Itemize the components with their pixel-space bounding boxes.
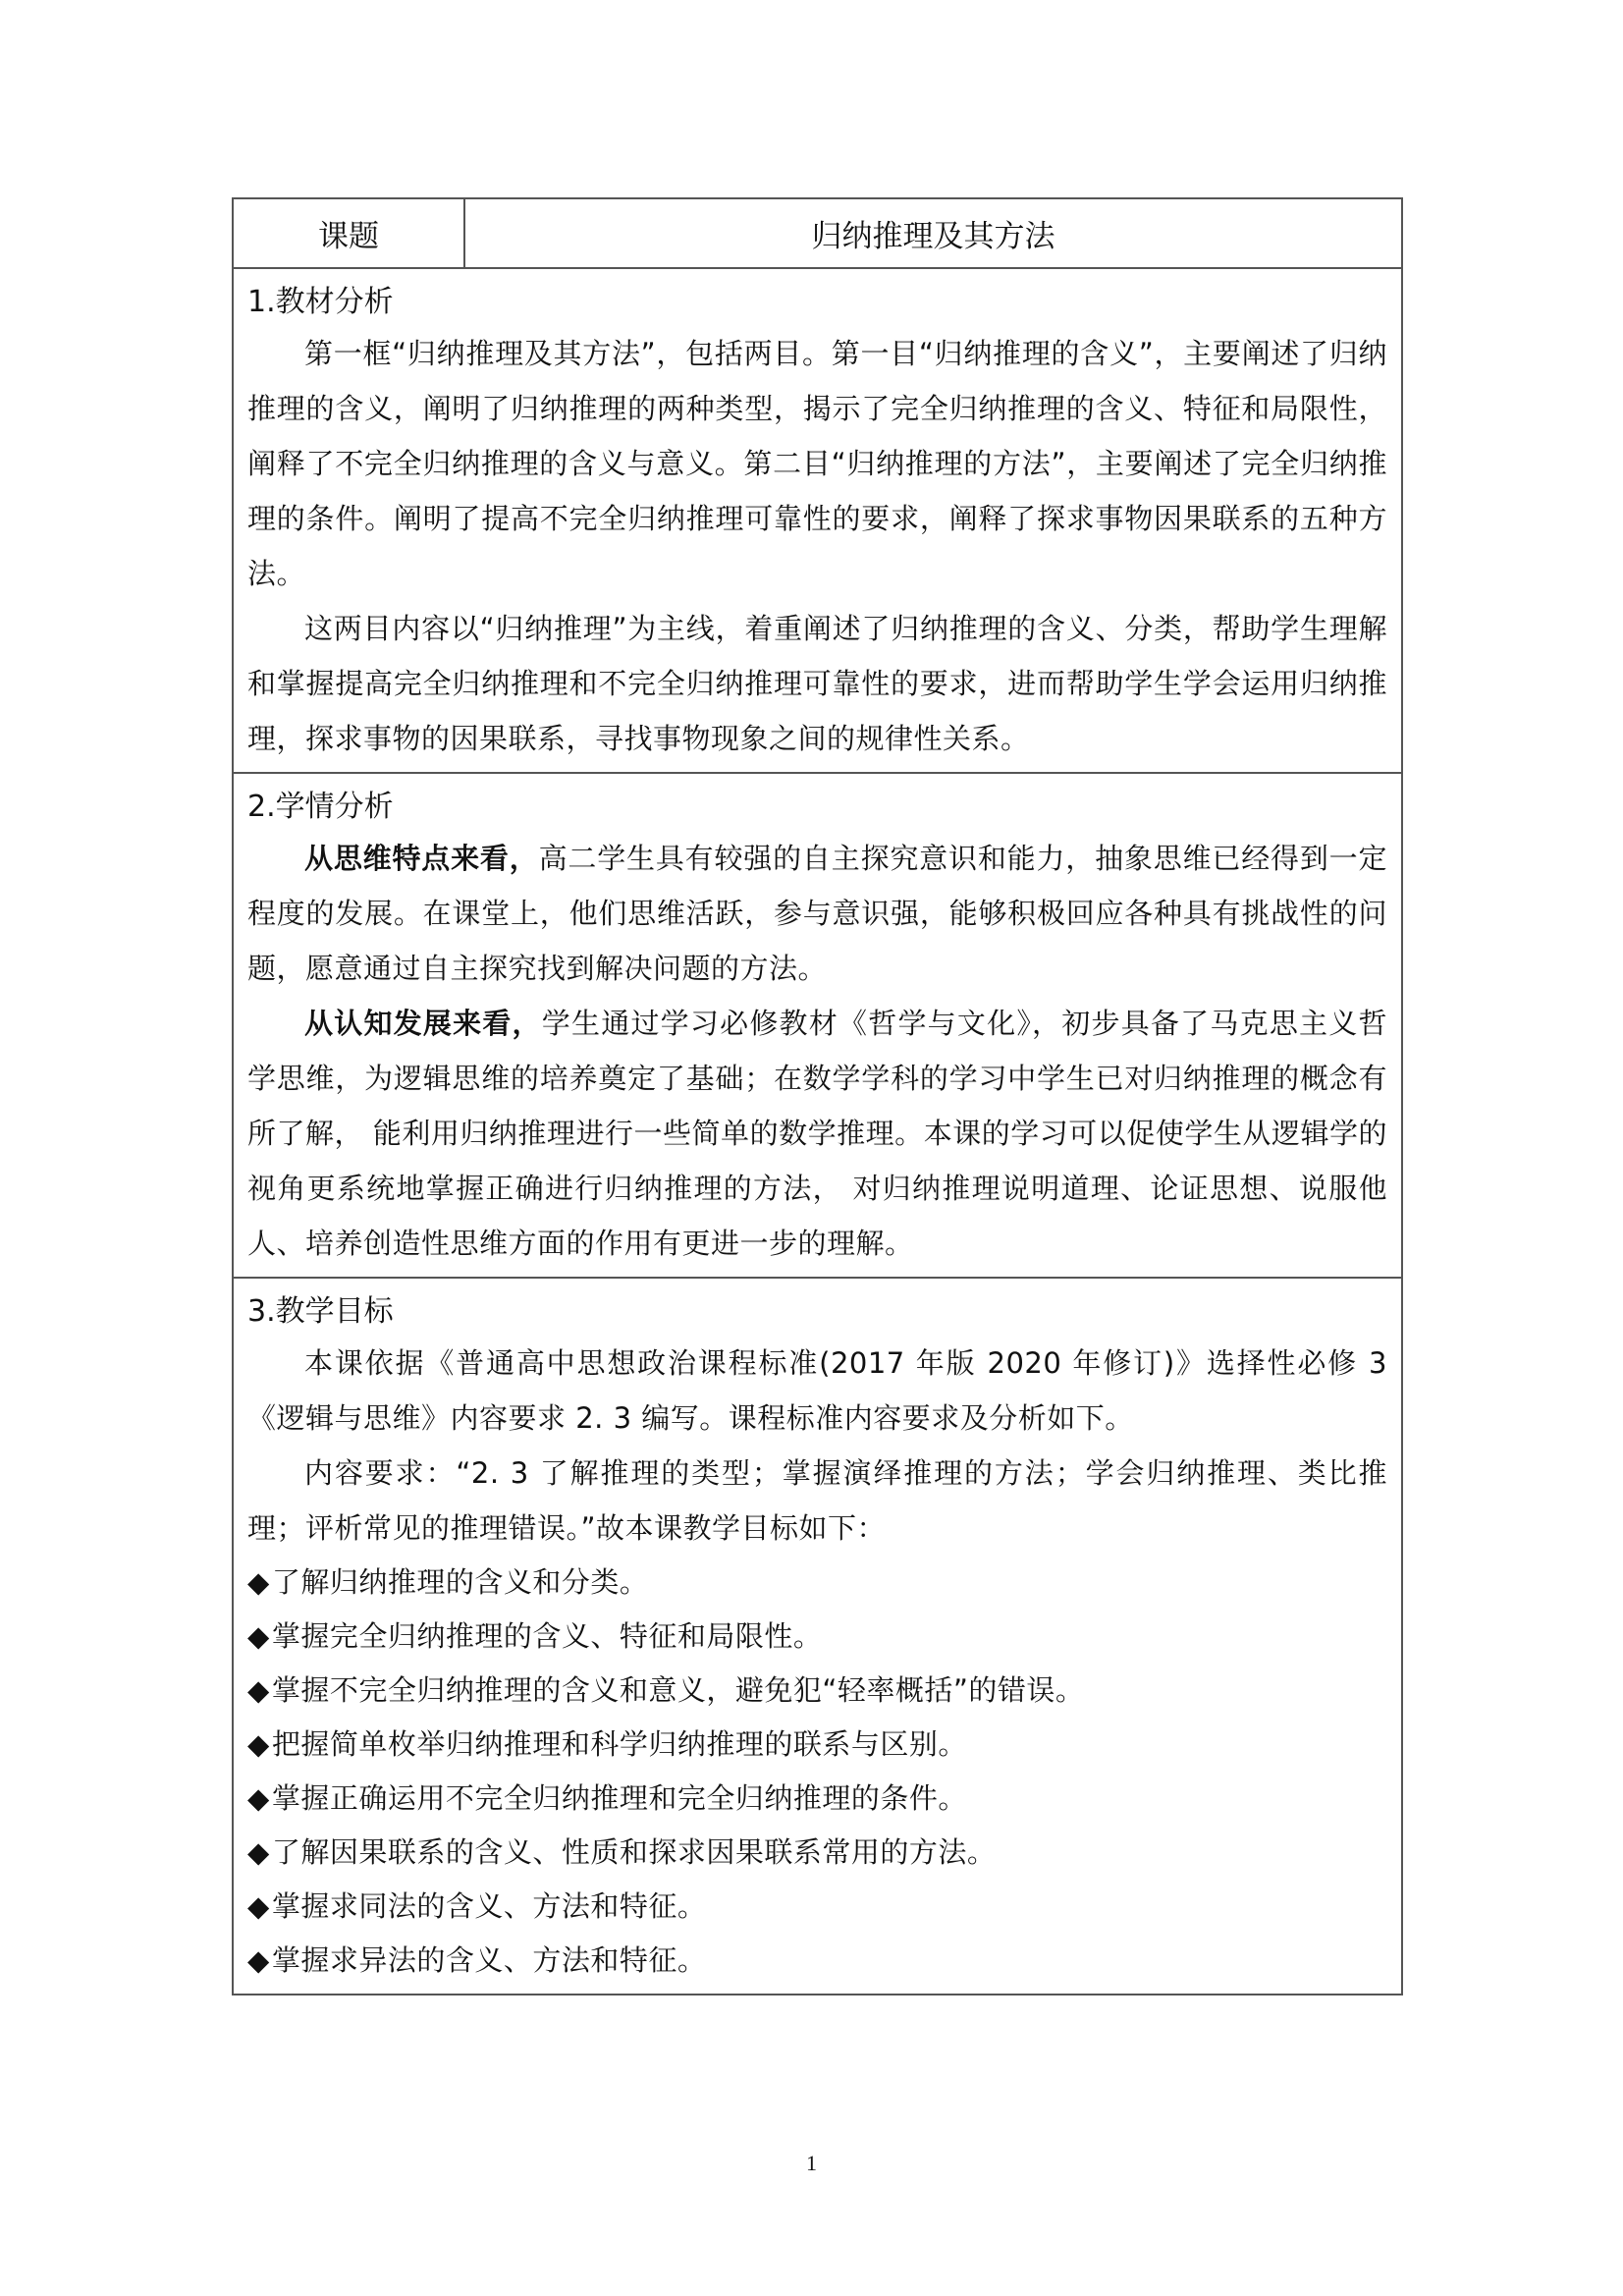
diamond-bullet-icon: ◆ [247, 1943, 270, 1977]
section-student-analysis [234, 774, 1401, 1279]
paragraph [247, 831, 1387, 996]
section-teaching-goals [234, 1279, 1401, 1994]
section-title: 3.教学目标 [247, 1294, 394, 1329]
goal-item [247, 1934, 1387, 1988]
paragraph: 本课依据《普通高中思想政治课程标准(2017 年版 2020 年修订)》选择性必修 3《逻辑与思维》内容要求 2. 3 编写。课程标准内容要求及分析如下。 [247, 1346, 1387, 1435]
goal-text: 了解归纳推理的含义和分类。 [271, 1565, 649, 1599]
paragraph-text: 学生通过学习必修教材《哲学与文化》，初步具备了马克思主义哲学思维，为逻辑思维的培养奠定了基础；在数学学科的学习中学生已对归纳推理的概念有所了解， 能利用归纳推理进行一些简单的数学推理。本课的学习可以促使学生从逻辑学的视角更系统地掌握正确进行归纳推理的方法， 对归纳推理说明道理、论证思想、说服他人、培养创造性思维方面的作用有更进一步的理解。 [247, 1007, 1387, 1260]
paragraph: 这两目内容以“归纳推理”为主线，着重阐述了归纳推理的含义、分类，帮助学生理解和掌握提高完全归纳推理和不完全归纳推理可靠性的要求，进而帮助学生学会运用归纳推理，探求事物的因果联系，寻找事物现象之间的规律性关系。 [247, 612, 1387, 755]
paragraph: 第一框“归纳推理及其方法”，包括两目。第一目“归纳推理的含义”，主要阐述了归纳推理的含义，阐明了归纳推理的两种类型，揭示了完全归纳推理的含义、特征和局限性，阐释了不完全归纳推理的含义与意义。第二目“归纳推理的方法”，主要阐述了完全归纳推理的条件。阐明了提高不完全归纳推理可靠性的要求，阐释了探求事物因果联系的五种方法。 [247, 337, 1387, 590]
goal-item [247, 1610, 1387, 1664]
goal-text: 掌握求同法的含义、方法和特征。 [271, 1889, 707, 1923]
goal-item [247, 1772, 1387, 1826]
lesson-plan-table [232, 197, 1403, 1995]
topic-label: 课题 [234, 199, 465, 267]
paragraph: 内容要求：“2. 3 了解推理的类型；掌握演绎推理的方法；学会归纳推理、类比推理；评析常见的推理错误。”故本课教学目标如下： [247, 1456, 1387, 1545]
section-title: 2.学情分析 [247, 790, 394, 824]
topic-title: 归纳推理及其方法 [811, 219, 1055, 254]
section-textbook-analysis [234, 269, 1401, 774]
goal-item [247, 1556, 1387, 1610]
goal-text: 掌握完全归纳推理的含义、特征和局限性。 [271, 1619, 823, 1653]
page-number: 1 [806, 2151, 817, 2175]
title-row [234, 199, 1401, 269]
goal-item [247, 1826, 1387, 1880]
goal-item [247, 1718, 1387, 1772]
goal-text: 掌握不完全归纳推理的含义和意义，避免犯“轻率概括”的错误。 [271, 1673, 1085, 1707]
paragraph [247, 996, 1387, 1271]
goal-text: 掌握正确运用不完全归纳推理和完全归纳推理的条件。 [271, 1781, 967, 1815]
bold-lead: 从认知发展来看， [304, 1007, 542, 1040]
goal-text: 掌握求异法的含义、方法和特征。 [271, 1943, 707, 1977]
diamond-bullet-icon: ◆ [247, 1565, 270, 1599]
section-title: 1.教材分析 [247, 285, 394, 319]
diamond-bullet-icon: ◆ [247, 1619, 270, 1653]
diamond-bullet-icon: ◆ [247, 1781, 270, 1815]
goal-text: 把握简单枚举归纳推理和科学归纳推理的联系与区别。 [271, 1727, 967, 1761]
goal-item [247, 1664, 1387, 1718]
goal-list [247, 1556, 1387, 1988]
diamond-bullet-icon: ◆ [247, 1889, 270, 1923]
diamond-bullet-icon: ◆ [247, 1673, 270, 1707]
goal-item [247, 1880, 1387, 1934]
bold-lead: 从思维特点来看， [304, 842, 539, 875]
diamond-bullet-icon: ◆ [247, 1727, 270, 1761]
goal-text: 了解因果联系的含义、性质和探求因果联系常用的方法。 [271, 1835, 997, 1869]
paragraph-text: 高二学生具有较强的自主探究意识和能力，抽象思维已经得到一定程度的发展。在课堂上，他们思维活跃，参与意识强，能够积极回应各种具有挑战性的问题，愿意通过自主探究找到解决问题的方法。 [247, 842, 1387, 985]
diamond-bullet-icon: ◆ [247, 1835, 270, 1869]
